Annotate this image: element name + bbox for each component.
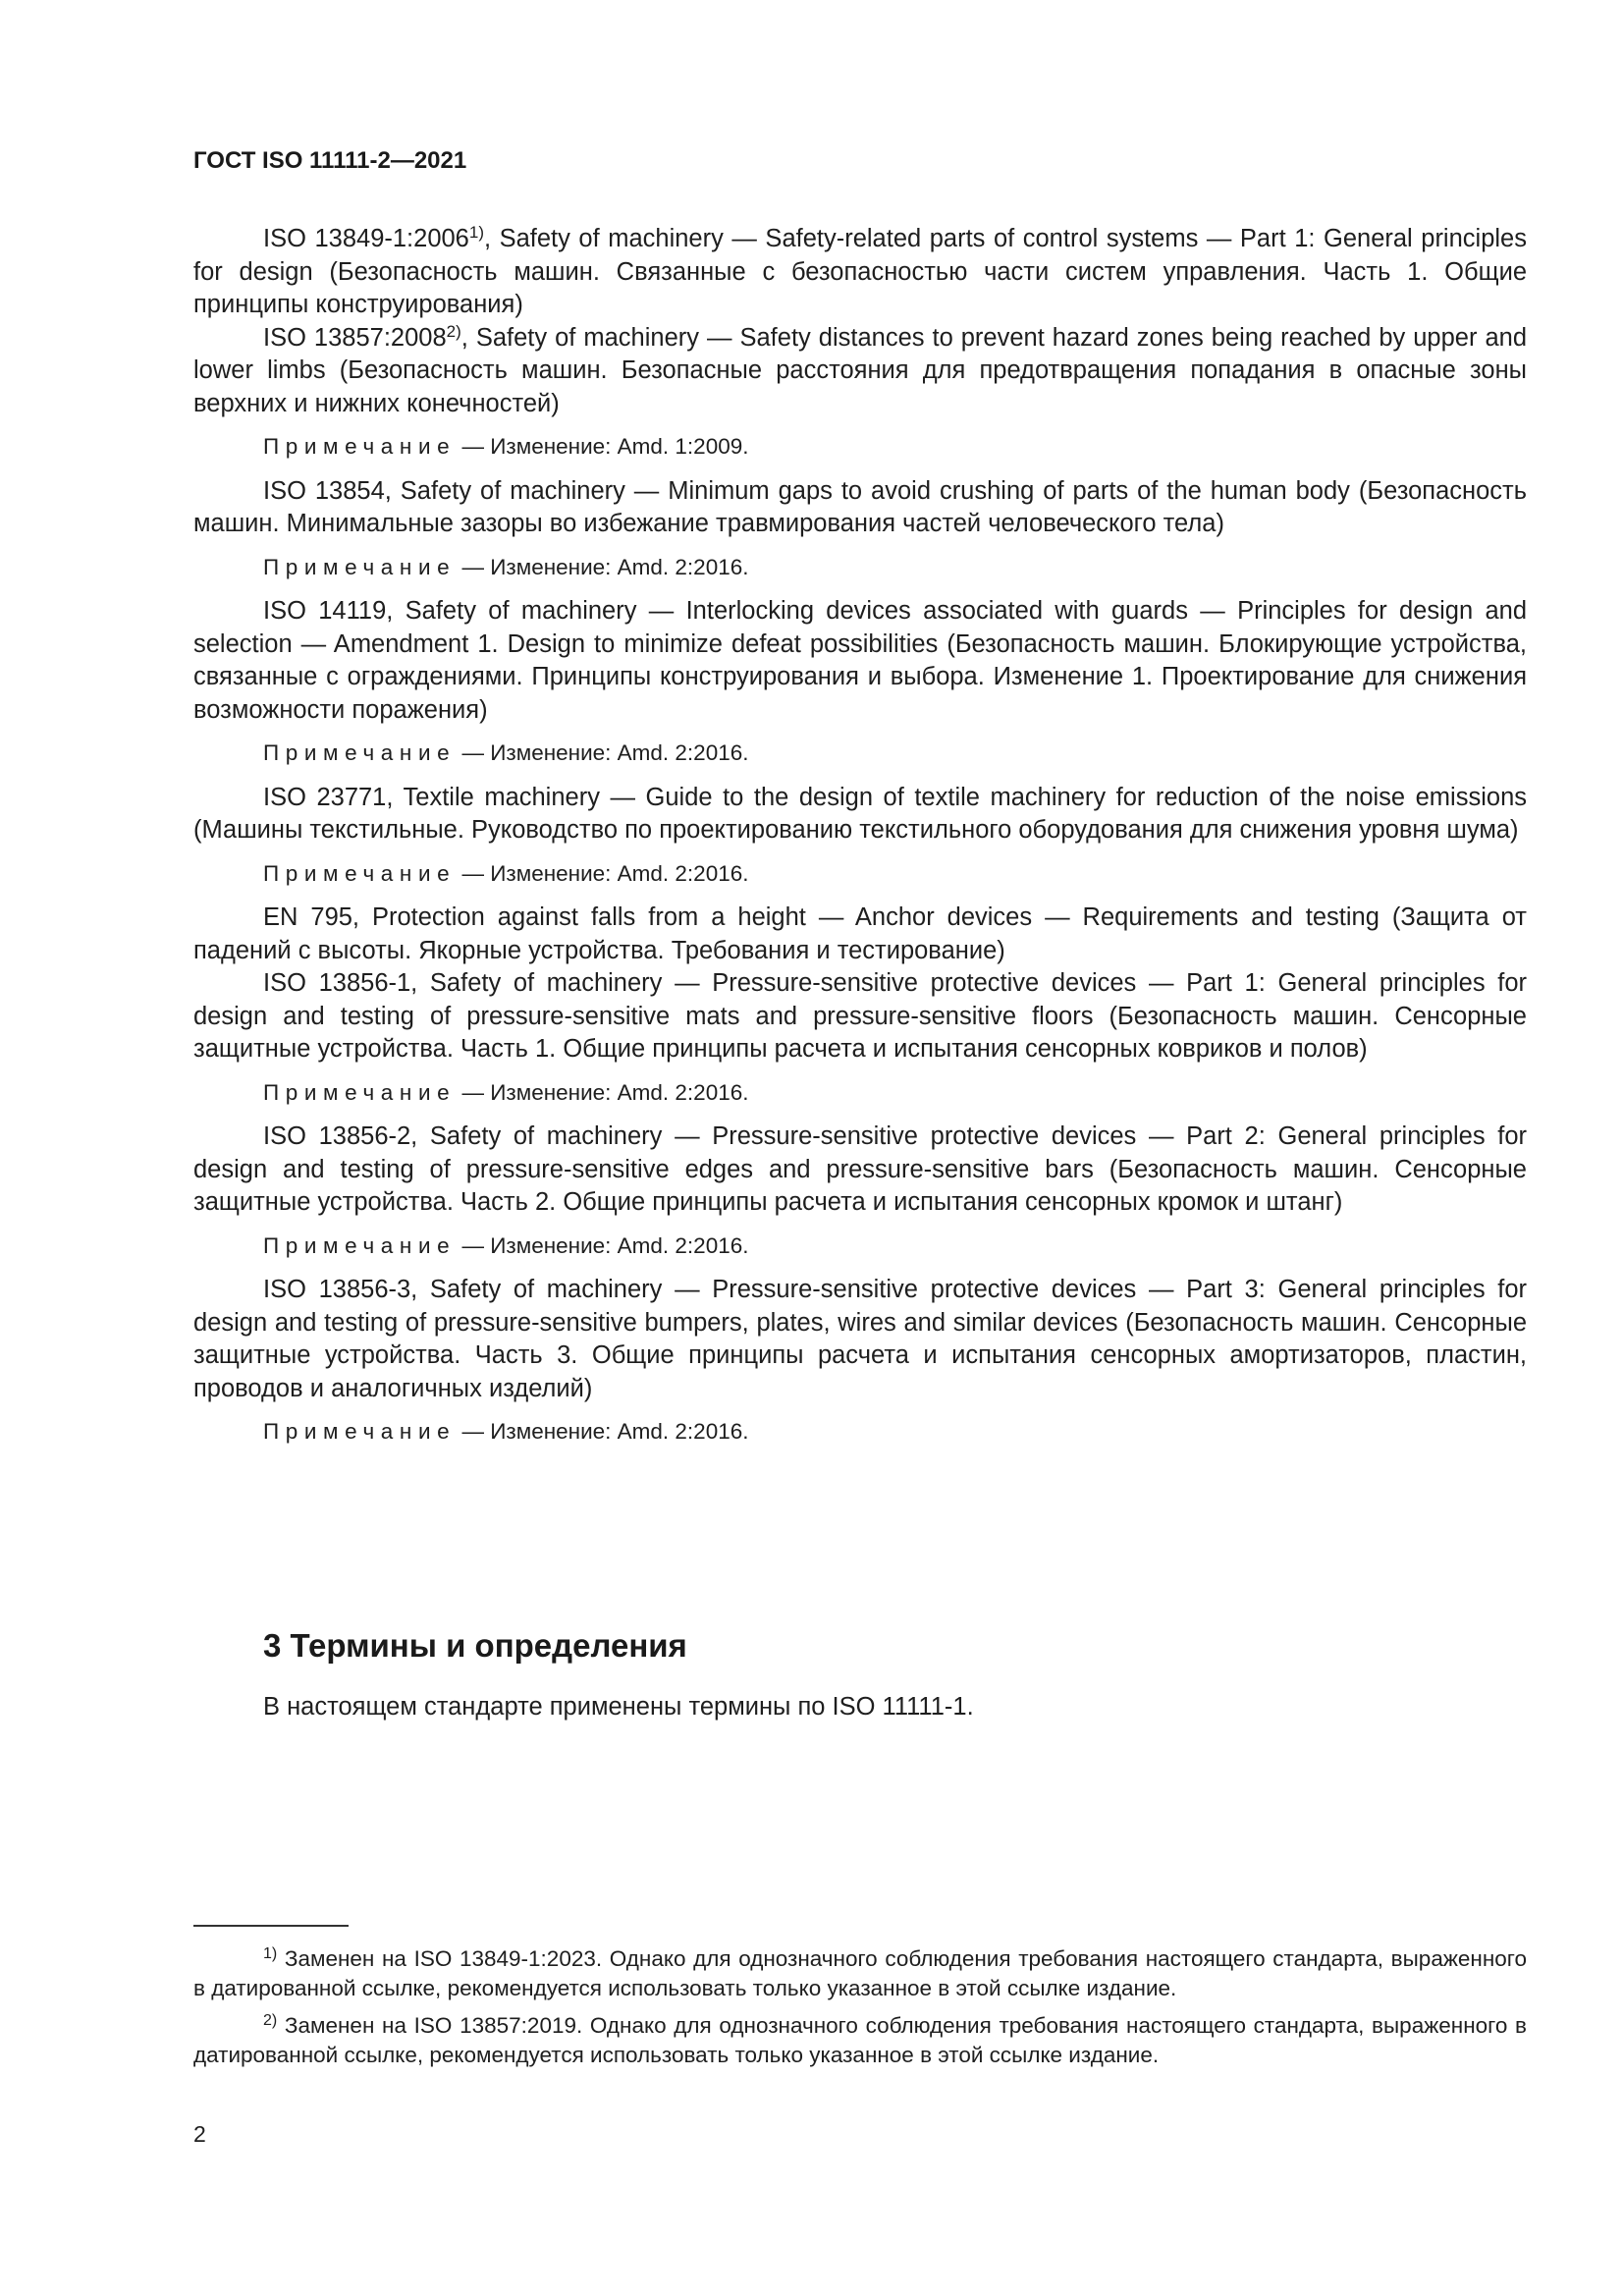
reference-note (193, 551, 1527, 584)
note-text: — Изменение: Amd. 2:2016. (456, 740, 749, 765)
reference-text: , Safety of machinery — Safety-related parts of control systems — Part 1: General principles for design (Безопасность машин. Связанные с безопасностью части систем управления. Часть 1. Общие принципы конструирования) (193, 225, 1527, 318)
footnote-text: Заменен на ISO 13849-1:2023. Однако для однозначного соблюдения требования настоящего стандарта, выраженного в датированной ссылке, рекомендуется использовать только указанное в этой ссылке издание. (193, 1946, 1527, 2000)
reference-entry (193, 223, 1527, 322)
note-text: — Изменение: Amd. 1:2009. (456, 434, 749, 459)
footnote-separator (193, 1925, 349, 1927)
section-body: В настоящем стандарте применены термины по ISO 11111-1. (263, 1693, 974, 1721)
reference-text: ISO 13856-3, Safety of machinery — Pressure-sensitive protective devices — Part 3: General principles for design and testing of pressure-sensitive bumpers, plates, wires and similar devices (Безопасность машин. Сенсорные защитные устройства. Часть 3. Общие принципы расчета и испытания сенсорных амортизаторов, пластин, проводов и аналогичных изделий) (193, 1276, 1527, 1402)
note-label: Примечание (263, 554, 457, 579)
reference-entry (193, 322, 1527, 421)
reference-note (193, 430, 1527, 464)
note-label: Примечание (263, 434, 457, 459)
note-text: — Изменение: Amd. 2:2016. (456, 1419, 749, 1444)
reference-note (193, 1230, 1527, 1263)
footnote (193, 2011, 1527, 2070)
footnotes (193, 1944, 1527, 2078)
reference-text: ISO 13854, Safety of machinery — Minimum gaps to avoid crushing of parts of the human body (Безопасность машин. Минимальные зазоры во избежание травмирования частей человеческого тела) (193, 476, 1527, 537)
reference-note (193, 1415, 1527, 1449)
reference-text: ISO 23771, Textile machinery — Guide to the design of textile machinery for reduction of the noise emissions (Машины текстильные. Руководство по проектированию текстильного оборудования для снижения уровня шума) (193, 783, 1527, 844)
reference-text: ISO 13856-1, Safety of machinery — Pressure-sensitive protective devices — Part 1: General principles for design and testing of pressure-sensitive mats and pressure-sensitive floors (Безопасность машин. Сенсорные защитные устройства. Часть 1. Общие принципы расчета и испытания сенсорных ковриков и полов) (193, 969, 1527, 1063)
reference-entry (193, 902, 1527, 967)
footnote-text: Заменен на ISO 13857:2019. Однако для однозначного соблюдения требования настоящего стандарта, выраженного в датированной ссылке, рекомендуется использовать только указанное в этой ссылке издание. (193, 2013, 1527, 2067)
note-text: — Изменение: Amd. 2:2016. (456, 1079, 749, 1105)
note-text: — Изменение: Amd. 2:2016. (456, 860, 749, 886)
normative-references (193, 223, 1527, 1460)
note-text: — Изменение: Amd. 2:2016. (456, 1232, 749, 1258)
page-number: 2 (193, 2121, 206, 2147)
note-label: Примечание (263, 1079, 457, 1105)
reference-text: EN 795, Protection against falls from a height — Anchor devices — Requirements and testing (Защита от падений с высоты. Якорные устройства. Требования и тестирование) (193, 903, 1527, 964)
reference-entry (193, 1121, 1527, 1220)
document-header: ГОСТ ISO 11111-2—2021 (193, 147, 467, 174)
note-label: Примечание (263, 1419, 457, 1444)
footnote-ref[interactable]: 1) (468, 223, 484, 242)
reference-id: ISO 13849-1:2006 (263, 225, 469, 252)
section-title: 3 Термины и определения (263, 1627, 687, 1664)
footnote-ref[interactable]: 2) (446, 321, 461, 341)
reference-note (193, 857, 1527, 891)
footnote (193, 1944, 1527, 2003)
note-text: — Изменение: Amd. 2:2016. (456, 554, 749, 579)
reference-entry (193, 595, 1527, 727)
note-label: Примечание (263, 1232, 457, 1258)
reference-note (193, 1076, 1527, 1110)
note-label: Примечание (263, 740, 457, 765)
reference-text: ISO 14119, Safety of machinery — Interlocking devices associated with guards — Principles for design and selection — Amendment 1. Design to minimize defeat possibilities (Безопасность машин. Блокирующие устройства, связанные с ограждениями. Принципы конструирования и выбора. Изменение 1. Проектирование для снижения возможности поражения) (193, 597, 1527, 724)
reference-text: , Safety of machinery — Safety distances to prevent hazard zones being reached by upper and lower limbs (Безопасность машин. Безопасные расстояния для предотвращения попадания в опасные зоны верхних и нижних конечностей) (193, 323, 1527, 417)
reference-note (193, 737, 1527, 770)
reference-id: ISO 13857:2008 (263, 323, 447, 352)
reference-text: ISO 13856-2, Safety of machinery — Pressure-sensitive protective devices — Part 2: General principles for design and testing of pressure-sensitive edges and pressure-sensitive bars (Безопасность машин. Сенсорные защитные устройства. Часть 2. Общие принципы расчета и испытания сенсорных кромок и штанг) (193, 1122, 1527, 1216)
footnote-marker: 1) (263, 1945, 278, 1962)
note-label: Примечание (263, 860, 457, 886)
reference-entry (193, 1274, 1527, 1405)
footnote-marker: 2) (263, 2012, 278, 2029)
reference-entry (193, 782, 1527, 847)
reference-entry (193, 967, 1527, 1066)
reference-entry (193, 475, 1527, 541)
